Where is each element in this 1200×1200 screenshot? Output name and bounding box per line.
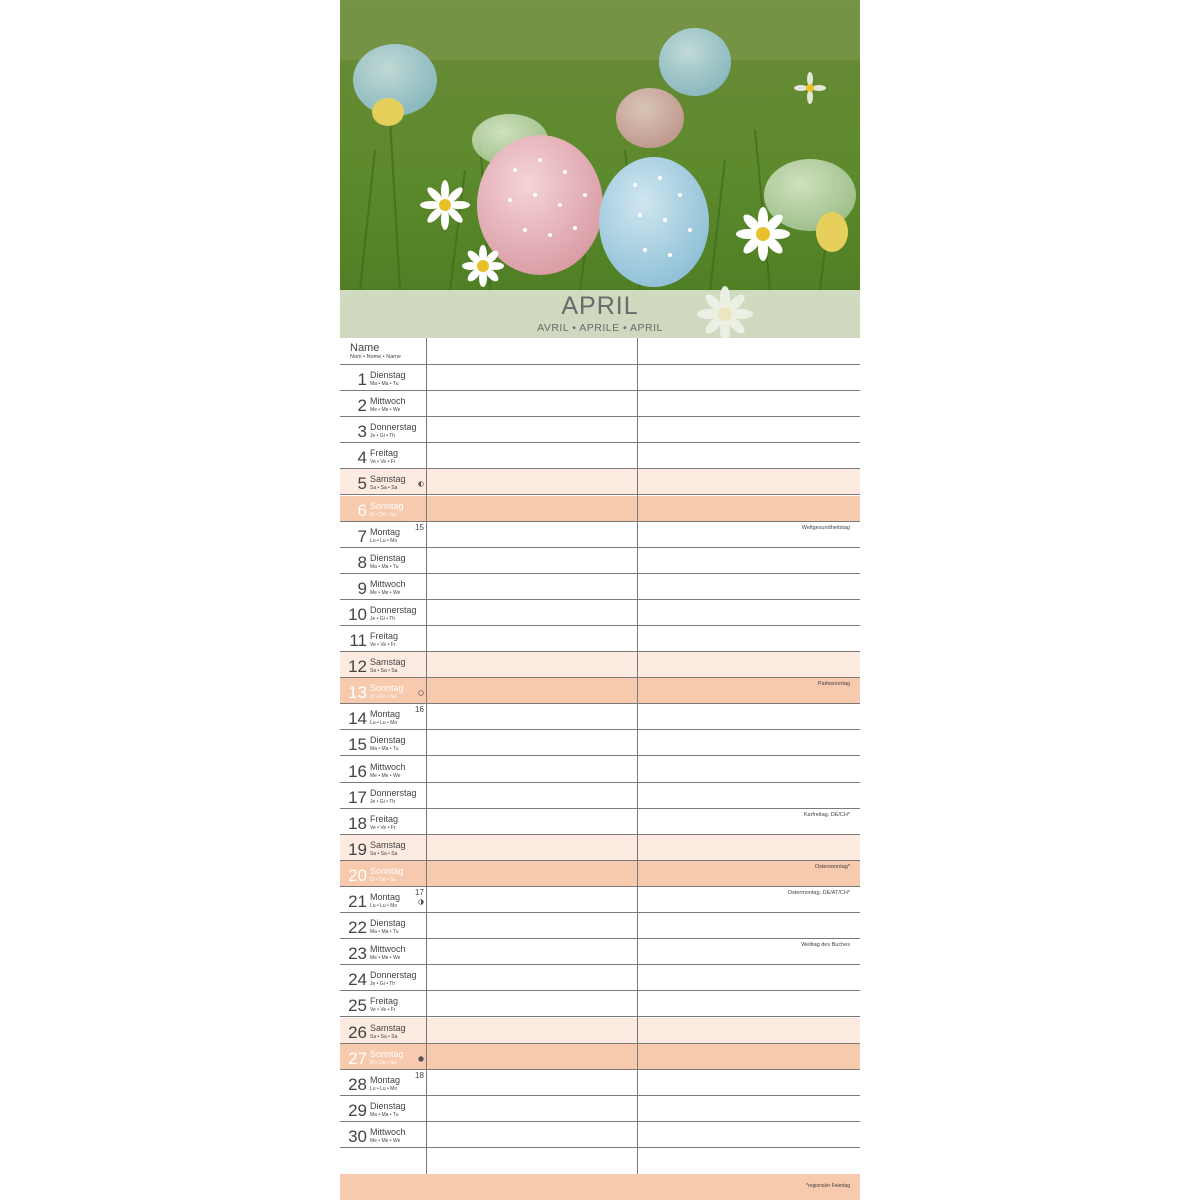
day-number: 22 xyxy=(348,918,367,938)
day-number: 18 xyxy=(348,813,367,833)
day-name: Samstag xyxy=(370,1022,406,1033)
column-divider xyxy=(637,338,638,1174)
day-number: 2 xyxy=(357,396,367,416)
day-row[interactable] xyxy=(340,522,860,548)
day-row[interactable] xyxy=(340,939,860,965)
day-abbreviations: Ma • Ma • Tu xyxy=(370,929,399,936)
day-row[interactable] xyxy=(340,1070,860,1096)
easter-eggs-photo xyxy=(340,0,860,338)
day-row[interactable] xyxy=(340,965,860,991)
day-name: Montag xyxy=(370,1074,401,1085)
day-abbreviations: Ve • Ve • Fr xyxy=(370,1007,396,1014)
holiday-label: Ostermontag, DE/AT/CH* xyxy=(787,890,850,896)
day-number: 21 xyxy=(348,892,367,911)
day-abbreviations: Sa • Sa • Sa xyxy=(370,668,398,675)
day-number: 4 xyxy=(357,448,367,468)
day-row[interactable] xyxy=(340,991,860,1017)
day-abbreviations: Ma • Ma • Tu xyxy=(370,563,399,570)
day-row[interactable] xyxy=(340,861,860,887)
holiday-label: Ostersonntag* xyxy=(814,863,850,870)
day-row[interactable] xyxy=(340,1122,860,1148)
day-row[interactable] xyxy=(340,626,860,652)
day-number: 29 xyxy=(348,1100,367,1120)
day-row[interactable] xyxy=(340,548,860,574)
day-name: Montag xyxy=(370,526,401,537)
day-row[interactable] xyxy=(340,809,860,835)
day-number: 7 xyxy=(357,526,367,546)
calendar-page xyxy=(340,0,860,1200)
month-title: APRIL xyxy=(561,292,639,320)
day-abbreviations: Ma • Ma • Tu xyxy=(370,1111,399,1118)
day-name: Donnerstag xyxy=(370,604,417,615)
day-row[interactable] xyxy=(340,913,860,939)
day-row[interactable] xyxy=(340,783,860,809)
day-name: Montag xyxy=(370,709,401,720)
day-row[interactable] xyxy=(340,1096,860,1122)
day-number: 20 xyxy=(348,865,367,885)
day-row[interactable] xyxy=(340,704,860,730)
day-abbreviations: Je • Gi • Th xyxy=(370,615,396,622)
day-abbreviations: Me • Me • We xyxy=(370,1137,401,1144)
day-row[interactable] xyxy=(340,678,860,704)
day-name: Dienstag xyxy=(370,918,406,929)
day-number: 19 xyxy=(348,839,367,859)
day-name: Mittwoch xyxy=(370,396,406,407)
day-row[interactable] xyxy=(340,600,860,626)
footer-bar xyxy=(340,1174,860,1200)
day-row[interactable] xyxy=(340,496,860,522)
day-number: 16 xyxy=(348,761,367,781)
moon-phase-first-quarter-icon xyxy=(418,481,424,487)
day-number: 1 xyxy=(357,370,367,389)
day-number: 9 xyxy=(357,578,367,598)
day-row[interactable] xyxy=(340,391,860,417)
holiday-label: Weltgesundheitstag xyxy=(801,524,850,531)
week-number: 16 xyxy=(415,705,424,715)
day-number: 15 xyxy=(348,735,367,755)
day-name: Mittwoch xyxy=(370,761,406,772)
day-abbreviations: Di • Do • Su xyxy=(370,876,397,883)
day-name: Donnerstag xyxy=(370,422,417,433)
day-abbreviations: Me • Me • We xyxy=(370,407,401,414)
day-row[interactable] xyxy=(340,1044,860,1070)
day-abbreviations: Lu • Lu • Mo xyxy=(370,1085,398,1092)
day-name: Freitag xyxy=(370,631,399,641)
day-name: Dienstag xyxy=(370,1100,406,1111)
day-number: 8 xyxy=(357,552,367,572)
name-header-row xyxy=(340,338,860,365)
day-abbreviations: Ve • Ve • Fr xyxy=(370,642,396,648)
day-number: 30 xyxy=(348,1126,367,1146)
moon-phase-new-icon xyxy=(418,1056,424,1062)
day-row[interactable] xyxy=(340,469,860,495)
footer-note: *regionaler Feiertag xyxy=(806,1183,850,1189)
day-number: 5 xyxy=(357,474,367,494)
day-number: 10 xyxy=(348,604,367,624)
moon-phase-full-icon xyxy=(418,690,424,696)
day-row[interactable] xyxy=(340,417,860,443)
day-abbreviations: Sa • Sa • Sa xyxy=(370,1033,398,1040)
day-abbreviations: Je • Gi • Th xyxy=(370,981,396,988)
day-abbreviations: Sa • Sa • Sa xyxy=(370,485,398,492)
day-abbreviations: Lu • Lu • Mo xyxy=(370,903,398,909)
day-row[interactable] xyxy=(340,757,860,783)
day-abbreviations: Di • Do • Su xyxy=(370,694,397,701)
week-number: 18 xyxy=(415,1070,424,1080)
day-name: Samstag xyxy=(370,839,406,850)
day-row[interactable] xyxy=(340,835,860,861)
day-name: Montag xyxy=(370,892,401,902)
day-name: Mittwoch xyxy=(370,1126,406,1137)
day-name: Freitag xyxy=(370,813,399,824)
day-abbreviations: Me • Me • We xyxy=(370,589,401,596)
name-column-sublabel: Nom • Nome • Name xyxy=(350,354,401,360)
day-number: 6 xyxy=(357,500,367,520)
day-name: Donnerstag xyxy=(370,970,417,981)
day-number: 24 xyxy=(348,970,367,990)
day-name: Samstag xyxy=(370,657,406,668)
day-abbreviations: Ve • Ve • Fr xyxy=(370,459,396,466)
day-name: Freitag xyxy=(370,448,399,459)
day-abbreviations: Lu • Lu • Mo xyxy=(370,720,398,727)
day-row[interactable] xyxy=(340,1018,860,1044)
day-number: 14 xyxy=(348,709,367,729)
day-name: Dienstag xyxy=(370,552,406,563)
name-column-label: Name xyxy=(350,342,380,354)
month-subtitle: AVRIL • APRILE • APRIL xyxy=(537,322,663,334)
day-row[interactable] xyxy=(340,652,860,678)
day-abbreviations: Di • Do • Su xyxy=(370,1059,397,1066)
day-row[interactable] xyxy=(340,365,860,391)
day-abbreviations: Di • Do • Su xyxy=(370,511,397,518)
day-abbreviations: Ma • Ma • Tu xyxy=(370,381,399,387)
moon-phase-last-quarter-icon xyxy=(418,899,424,905)
day-row[interactable] xyxy=(340,730,860,756)
day-number: 28 xyxy=(348,1074,367,1094)
day-abbreviations: Me • Me • We xyxy=(370,955,401,962)
holiday-label: Karfreitag, DE/CH* xyxy=(803,811,850,818)
day-row[interactable] xyxy=(340,443,860,469)
day-name: Sonntag xyxy=(370,865,404,876)
day-abbreviations: Je • Gi • Th xyxy=(370,433,396,440)
day-number: 13 xyxy=(348,683,367,703)
day-abbreviations: Je • Gi • Th xyxy=(370,798,396,805)
day-number: 11 xyxy=(349,631,367,650)
day-row[interactable] xyxy=(340,574,860,600)
day-number: 26 xyxy=(348,1022,367,1042)
day-name: Mittwoch xyxy=(370,944,406,955)
day-name: Sonntag xyxy=(370,500,404,511)
day-number: 17 xyxy=(348,787,367,807)
day-number: 12 xyxy=(348,657,367,677)
day-name: Dienstag xyxy=(370,370,406,380)
day-number: 25 xyxy=(348,996,367,1016)
holiday-label: Palmsonntag xyxy=(817,681,850,688)
week-number: 15 xyxy=(415,522,424,532)
day-name: Sonntag xyxy=(370,1048,404,1059)
week-number: 17 xyxy=(415,888,424,897)
day-name: Mittwoch xyxy=(370,578,406,589)
day-name: Dienstag xyxy=(370,735,406,746)
day-abbreviations: Me • Me • We xyxy=(370,772,401,779)
day-name: Donnerstag xyxy=(370,787,417,798)
day-row[interactable] xyxy=(340,887,860,913)
day-name: Freitag xyxy=(370,996,399,1007)
day-abbreviations: Lu • Lu • Mo xyxy=(370,537,398,544)
day-number: 27 xyxy=(348,1048,367,1068)
header-divider xyxy=(340,364,860,365)
day-abbreviations: Sa • Sa • Sa xyxy=(370,850,398,857)
holiday-label: Welttag des Buches xyxy=(801,942,850,949)
day-name: Sonntag xyxy=(370,683,404,694)
day-abbreviations: Ma • Ma • Tu xyxy=(370,746,399,753)
day-name: Samstag xyxy=(370,474,406,485)
column-divider xyxy=(426,338,427,1174)
day-number: 23 xyxy=(348,944,367,964)
day-number: 3 xyxy=(357,422,367,442)
day-abbreviations: Ve • Ve • Fr xyxy=(370,824,396,831)
